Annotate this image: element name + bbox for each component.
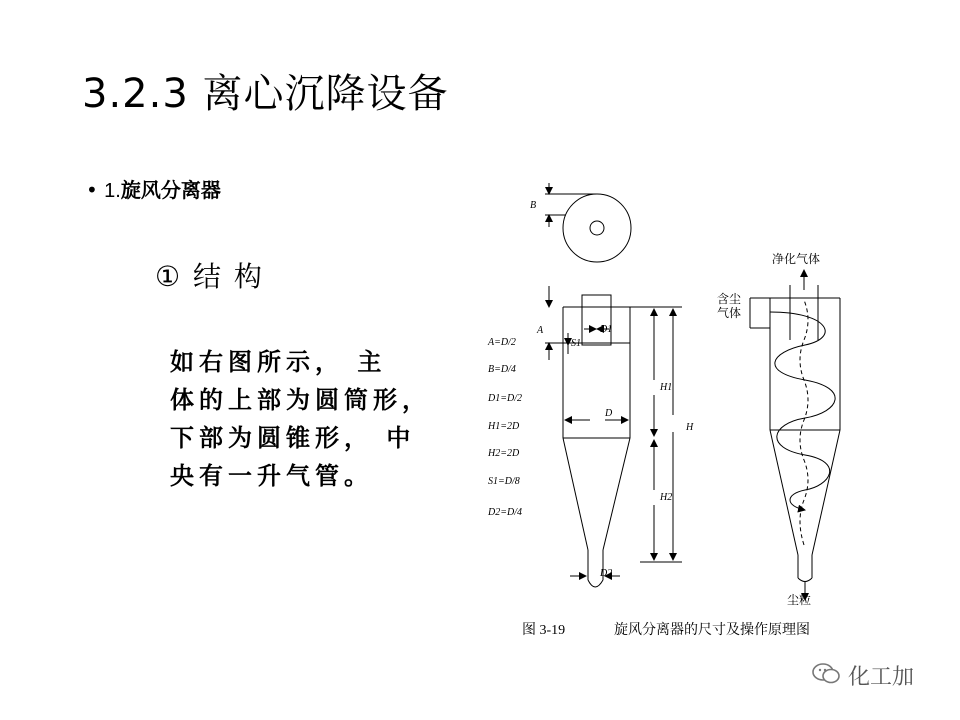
formula: B=D/4 [488,364,516,375]
side-view [545,286,682,587]
formula: S1=D/8 [488,476,520,487]
label-B: B [530,200,537,211]
description-line: 如右图所示， 主 [170,347,387,376]
dusty-gas-label: 气体 [717,306,742,320]
subheading: ① 结 构 [155,260,264,293]
clean-gas-label: 净化气体 [772,252,821,266]
bullet-marker: • [86,178,98,202]
formula: H1=2D [488,421,520,432]
label-H: H [686,422,694,433]
dusty-gas-label: 含尘 [717,292,742,306]
watermark [812,660,914,691]
formula: D2=D/4 [488,507,522,518]
formula: A=D/2 [488,337,516,348]
bullet-text: 旋风分离器 [120,178,221,202]
principle-view [750,270,840,600]
bullet-number: 1. [104,180,121,202]
label-D1: D1 [600,324,613,335]
caption-text: 旋风分离器的尺寸及操作原理图 [614,622,810,638]
cyclone-diagram [475,180,855,650]
label-D2: D2 [600,568,613,579]
caption-number: 图 3-19 [522,623,566,638]
description-line: 下部为圆锥形， 中 [170,423,416,452]
wechat-icon [812,662,842,690]
label-H2: H2 [660,492,673,503]
description-line: 体的上部为圆筒形， [170,385,431,414]
slide-title: 3.2.3 离心沉降设备 [82,71,449,117]
label-A: A [537,325,544,336]
label-S1: S1 [571,338,581,349]
formula: H2=2D [488,448,520,459]
formula: D1=D/2 [488,393,522,404]
label-D: D [605,408,613,419]
bullet-item [86,174,221,203]
top-view [545,183,631,262]
label-H1: H1 [660,382,673,393]
description-line: 央有一升气管。 [170,461,373,490]
dust-label: 尘粒 [787,593,812,607]
watermark-text: 化工加 [848,665,915,690]
